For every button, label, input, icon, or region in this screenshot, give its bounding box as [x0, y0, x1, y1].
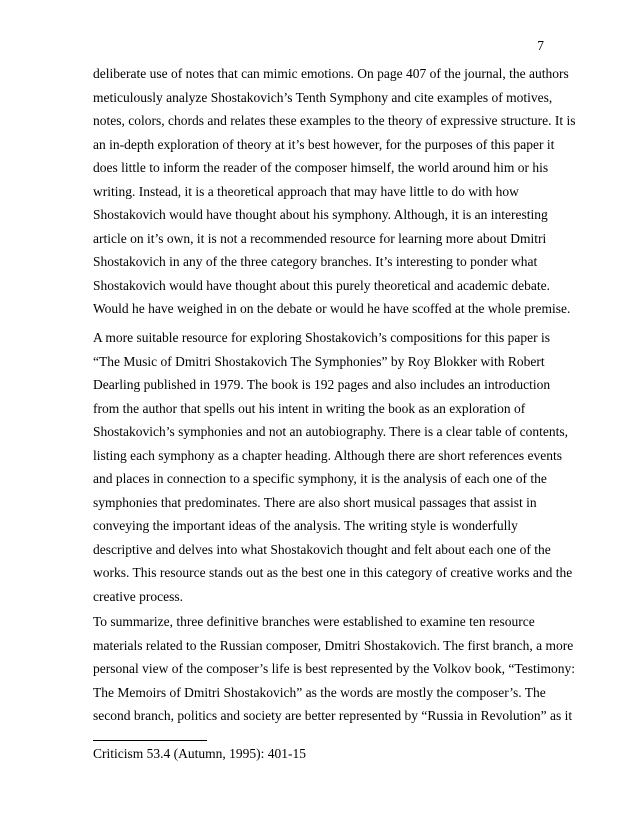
page-number: 7 [537, 38, 544, 53]
paragraph-1-line-3: notes, colors, chords and relates these examples to the theory of expressive structure. It is [93, 113, 576, 128]
paragraph-2-line-12: creative process. [93, 588, 183, 604]
paragraph-2-line-7: and places in connection to a specific symphony, it is the analysis of each one of the [93, 471, 547, 486]
paragraph-3-line-3: personal view of the composer’s life is best represented by the Volkov book, “Testimony: [93, 661, 575, 676]
paragraph-2-line-2: “The Music of Dmitri Shostakovich The Symphonies” by Roy Blokker with Robert [93, 353, 545, 369]
paragraph-1-line-9: Shostakovich in any of the three category branches. It’s interesting to ponder what [93, 254, 538, 269]
paragraph-2-line-5: Shostakovich’s symphonies and not an autobiography. There is a clear table of contents, [93, 424, 569, 439]
paragraph-1-line-6: writing. Instead, it is a theoretical approach that may have little to do with how [93, 183, 519, 199]
paragraph-1-line-4: an in-depth exploration of theory at it’s best however, for the purposes of this paper it [93, 136, 555, 152]
paragraph-3-line-5: second branch, politics and society are better represented by “Russia in Revolution” as it [93, 708, 573, 723]
paragraph-1-line-10: Shostakovich would have thought about this purely theoretical and academic debate. [93, 277, 550, 293]
paragraph-1-line-11: Would he have weighed in on the debate or would he have scoffed at the whole premise. [93, 301, 571, 316]
paragraph-1-line-2: meticulously analyze Shostakovich’s Tenth Symphony and cite examples of motives, [93, 89, 553, 105]
paragraph-1-line-7: Shostakovich would have thought about his symphony. Although, it is an interesting [93, 207, 548, 222]
paragraph-1-line-5: does little to inform the reader of the composer himself, the world around him or his [93, 160, 549, 175]
paragraph-2-line-3: Dearling published in 1979. The book is 192 pages and also includes an introduction [93, 377, 551, 392]
paragraph-2-line-11: works. This resource stands out as the best one in this category of creative works and the [93, 565, 573, 580]
footnote-text: Criticism 53.4 (Autumn, 1995): 401-15 [93, 746, 306, 761]
paragraph-2-line-9: conveying the important ideas of the analysis. The writing style is wonderfully [93, 518, 518, 533]
paragraph-2-line-8: symphonies that predominates. There are also short musical passages that assist in [93, 494, 537, 510]
paragraph-1-line-1: deliberate use of notes that can mimic emotions. On page 407 of the journal, the authors [93, 66, 569, 81]
paragraph-3-line-2: materials related to the Russian composer, Dmitri Shostakovich. The first branch, a more [93, 637, 574, 653]
footnote-separator [93, 740, 207, 741]
paragraph-2-line-10: descriptive and delves into what Shostakovich thought and felt about each one of the [93, 541, 551, 557]
paragraph-3-line-4: The Memoirs of Dmitri Shostakovich” as the words are mostly the composer’s. The [93, 684, 546, 700]
paragraph-2-line-6: listing each symphony as a chapter heading. Although there are short references events [93, 447, 562, 463]
paragraph-2-line-4: from the author that spells out his intent in writing the book as an exploration of [93, 400, 526, 416]
paragraph-1-line-8: article on it’s own, it is not a recommended resource for learning more about Dmitri [93, 230, 547, 246]
paragraph-2-line-1: A more suitable resource for exploring Shostakovich’s compositions for this paper is [93, 330, 551, 345]
paragraph-3-line-1: To summarize, three definitive branches were established to examine ten resource [93, 614, 535, 629]
